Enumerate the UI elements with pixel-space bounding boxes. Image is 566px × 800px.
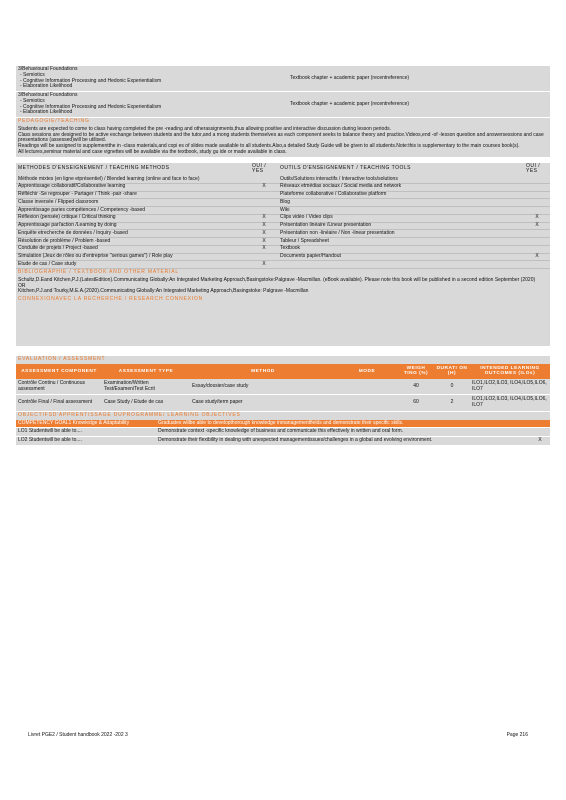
- foundations-section: [16, 66, 550, 118]
- tool-check: [524, 176, 550, 183]
- teaching-method: Résolution de problème / Problem -based: [16, 238, 250, 246]
- foundation-block: [16, 66, 550, 92]
- col-outcomes: INTENDED LEARNING OUTCOMES (ILOs): [480, 365, 540, 377]
- table-row: [16, 176, 550, 183]
- pedagogie-paragraph: Readings will be assigned to supplementthe in -class materials,and copi es of slides made available to all students.Also,a detailed Study Guide will be given to all students.Note:this is supplementary to the main courses book(s).: [18, 143, 520, 149]
- lo-description: Demonstrate their flexibility in dealing with unexpected managementissues/challenges in a global and evolving environment.: [156, 437, 530, 446]
- table-row: [16, 199, 550, 207]
- foundation-title: 3/Behavioural Foundations: [18, 92, 78, 98]
- objectives-section: [16, 412, 550, 446]
- teaching-method: Apprentissage collaboratif/Collaborative learning: [16, 183, 250, 191]
- teaching-method: Réfléchir -Se regrouper - Partager / Think -pair -share: [16, 191, 250, 199]
- foundation-item: - Cognitive Information Processing and Hedonic Experientialism: [20, 103, 162, 110]
- pedagogie-paragraph: Students are expected to come to class having completed the pre -reading and otherassignments,thus allowing positive and interactive discussion during lesson periods.: [18, 125, 391, 132]
- method-check: [250, 176, 278, 183]
- col-duration: DURATI ON (H): [436, 365, 468, 377]
- assessment-mode: [336, 395, 398, 412]
- lo-description: Demonstrate context -specific knowledge of business and communicate this effectively in written and oral form.: [156, 428, 530, 437]
- assessment-mode: [336, 379, 398, 395]
- teaching-tool: Blog: [278, 199, 524, 207]
- teaching-tool: Plateforme collaborative / Collaborative platform: [278, 191, 524, 199]
- teaching-tool: Tableur / Spreadsheet: [278, 238, 524, 246]
- foundation-item: - Cognitive Information Processing and Hedonic Experientialism: [20, 77, 162, 84]
- teaching-tool: Outils/Solutions interactifs / Interactive tools/solutions: [278, 176, 524, 183]
- competency-goal: COMPETENCY GOAL1 Knowledge & Adaptability: [16, 420, 156, 428]
- teaching-method: Etude de cas / Case study: [16, 261, 250, 269]
- assessment-type: Case Study / Etude de cas: [102, 395, 190, 412]
- method-check: X: [250, 230, 278, 238]
- teaching-tool: Clips vidéo / Video clips: [278, 214, 524, 222]
- table-row: [16, 238, 550, 246]
- tool-check: [524, 207, 550, 215]
- assessment-method: Essay/dossier/case study: [190, 379, 336, 395]
- tool-check: [524, 261, 550, 269]
- assessment-duration: 2: [434, 395, 470, 412]
- method-check: [250, 253, 278, 261]
- methods-header: METHODES D'ENSEIGNEMENT / TEACHING METHODS: [18, 165, 170, 172]
- pedagogie-section: [16, 118, 550, 157]
- foundation-item: - Elaboration Likelihood: [20, 83, 73, 90]
- bibliography-heading: BIBLIOGRAPHIE / TEXTBOOK AND OTHER MATERIAL: [18, 269, 179, 275]
- resource-text: Textbook chapter + academic paper (recentreference): [290, 100, 410, 107]
- tools-header: OUTILS D'ENSEIGNEMENT / TEACHING TOOLS: [280, 165, 411, 172]
- foundation-title: 3/Behavioural Foundations: [18, 66, 78, 72]
- col-weighting: WEIGH TING (%): [403, 365, 429, 377]
- foundation-resource: [288, 66, 550, 91]
- tool-check: [524, 230, 550, 238]
- method-check: X: [250, 245, 278, 253]
- col-assessment-type: ASSESSMENT TYPE: [118, 368, 174, 374]
- table-row: [16, 207, 550, 215]
- tool-check: [524, 191, 550, 199]
- methods-yes-header: OUI / YES: [252, 162, 267, 175]
- lo-check: [530, 428, 550, 437]
- foundation-item: - Semiotics: [20, 71, 45, 78]
- table-row: [16, 395, 550, 412]
- teaching-method: Classe inversée / Flipped classroom: [16, 199, 250, 207]
- footer-handbook: Livret PGE2 / Student handbook 2022 -202 3: [28, 732, 128, 738]
- goal-description: Graduates willbe able to developthorough knowledge inmanagementfields and demonstrate their specific skills.: [156, 420, 550, 428]
- teaching-method: Apprentissage parl'action /Learning by doing: [16, 222, 250, 230]
- teaching-method: Apprentissage paries compétences / Competency -based: [16, 207, 250, 215]
- col-mode: MODE: [358, 368, 376, 374]
- table-row: [16, 379, 550, 395]
- pedagogie-heading: PEDAGOGIE/TEACHING: [18, 118, 90, 124]
- table-row: [16, 261, 550, 269]
- methods-section: [16, 163, 550, 270]
- method-check: X: [250, 214, 278, 222]
- foundation-item: - Elaboration Likelihood: [20, 109, 73, 116]
- assessment-method: Case study/term paper: [190, 395, 336, 412]
- foundation-block: [16, 92, 550, 118]
- objectives-heading: OBJECTIFSD'APPRENTISSAGE DUPROGRAMME/ LEARNING OBJECTIVES: [18, 411, 241, 418]
- tool-check: X: [524, 253, 550, 261]
- bibliography-entry: OR: [18, 282, 26, 289]
- foundation-topics: [16, 92, 288, 117]
- pedagogie-paragraph: Class sessions are designed to be active exchange between students and the tutor,and a mong students themselves as each component seeks to balance theory and practice.Videos,end -of -lesson question and answersessions and case presentations (assessed)will be utilised.: [18, 131, 544, 144]
- assessment-duration: 0: [434, 379, 470, 395]
- col-assessment-component: ASSESSMENT COMPONENT: [21, 368, 97, 374]
- tool-check: [524, 199, 550, 207]
- teaching-method: Enquête etrecherche de données / Inquiry -based: [16, 230, 250, 238]
- method-check: [250, 207, 278, 215]
- connexion-heading: CONNEXIONAVEC LA RECHERCHE / RESEARCH CONNEXION: [18, 296, 204, 302]
- foundation-topics: [16, 66, 288, 91]
- tools-yes-header: OUI / YES: [526, 162, 541, 175]
- table-row: [16, 245, 550, 253]
- footer-page-number: Page 216: [506, 732, 528, 738]
- table-row: [16, 253, 550, 261]
- table-row: [16, 183, 550, 191]
- table-row: [16, 222, 550, 230]
- assessment-outcomes: ILO1,ILO2,ILO3, ILO4,ILO5,ILO6, ILO7: [470, 395, 550, 412]
- teaching-method: Conduite de projets / Project -based: [16, 245, 250, 253]
- method-check: X: [250, 261, 278, 269]
- teaching-tool: Documents papier/Handout: [278, 253, 524, 261]
- method-check: [250, 191, 278, 199]
- tool-check: X: [524, 222, 550, 230]
- table-row: [16, 191, 550, 199]
- lo-label: LO1 Studentwill be able to....: [16, 428, 156, 437]
- objectives-table: [16, 420, 550, 446]
- bibliography-lines: [16, 277, 550, 296]
- teaching-method: Méthode mixtes (en ligne etprésentiel) / Blended learning (online and face to face): [16, 176, 250, 183]
- tool-check: [524, 245, 550, 253]
- methods-table: [16, 163, 550, 270]
- page-content: [16, 66, 550, 446]
- table-row: [16, 437, 550, 446]
- assessment-component: Contrôle Continu / Continuous assessment: [16, 379, 102, 395]
- evaluation-section: [16, 356, 550, 412]
- col-method: METHOD: [251, 368, 275, 374]
- assessment-type: Examination/Written Test/Examen/Test Ecrit: [102, 379, 190, 395]
- teaching-method: Réflexion (pensée) critique / Critical thinking: [16, 214, 250, 222]
- assessment-component: Contrôle Final / Final assessment: [16, 395, 102, 412]
- table-row: [16, 428, 550, 437]
- tool-check: X: [524, 214, 550, 222]
- assessment-table: [16, 364, 550, 412]
- bibliography-section: [16, 269, 550, 296]
- resource-text: Textbook chapter + academic paper (recentreference): [290, 74, 410, 81]
- lo-label: LO2 Studentwill be able to....: [16, 437, 156, 446]
- teaching-tool: Textbook: [278, 245, 524, 253]
- table-row: [16, 230, 550, 238]
- teaching-tool: Wiki: [278, 207, 524, 215]
- pedagogie-paragraphs: [16, 126, 550, 157]
- teaching-method: Simulation (Jeux de rôles ou d'entreprise "serious games") / Role play: [16, 253, 250, 261]
- table-row: [16, 214, 550, 222]
- bibliography-entry: Kitchen,P.J.and Tourky,M.E.A.(2020).Communicating Globally:An Integrated Marketing Approach,Basingstoke: Palgrave -Macmillan: [18, 288, 309, 295]
- foundation-item: - Semiotics: [20, 97, 45, 104]
- connexion-section: [16, 296, 550, 346]
- assessment-outcomes: ILO1,ILO2,ILO3, ILO4,ILO5,ILO6, ILO7: [470, 379, 550, 395]
- tool-check: [524, 238, 550, 246]
- teaching-tool: Présentation non -linéaire / Non -linear presentation: [278, 230, 524, 238]
- pedagogie-paragraph: All lectures,seminar material and case vignettes will be available via the textbook, study gu ide or made available in class.: [18, 148, 287, 155]
- lo-check: X: [530, 437, 550, 446]
- method-check: X: [250, 183, 278, 191]
- tool-check: [524, 183, 550, 191]
- assessment-weighting: 60: [398, 395, 434, 412]
- foundation-resource: [288, 92, 550, 117]
- bibliography-entry: Schultz,D.Eand Kitchen,P.J.(LatestEdition).Communicating Globally:An Integrated Marketing Approach,Basingstoke:Palgrave -Macmillan. (eBook available). Please note this book will be published in a second edition September (2020): [18, 276, 536, 283]
- teaching-tool: Réseaux etmédias sociaux / Social media and network: [278, 183, 524, 191]
- page-footer: [28, 733, 528, 739]
- method-check: X: [250, 238, 278, 246]
- method-check: [250, 199, 278, 207]
- assessment-weighting: 40: [398, 379, 434, 395]
- teaching-tool: [278, 261, 524, 269]
- evaluation-heading: EVALUATION / ASSESSMENT: [18, 356, 106, 362]
- teaching-tool: Présentation linéaire /Linear presentation: [278, 222, 524, 230]
- method-check: X: [250, 222, 278, 230]
